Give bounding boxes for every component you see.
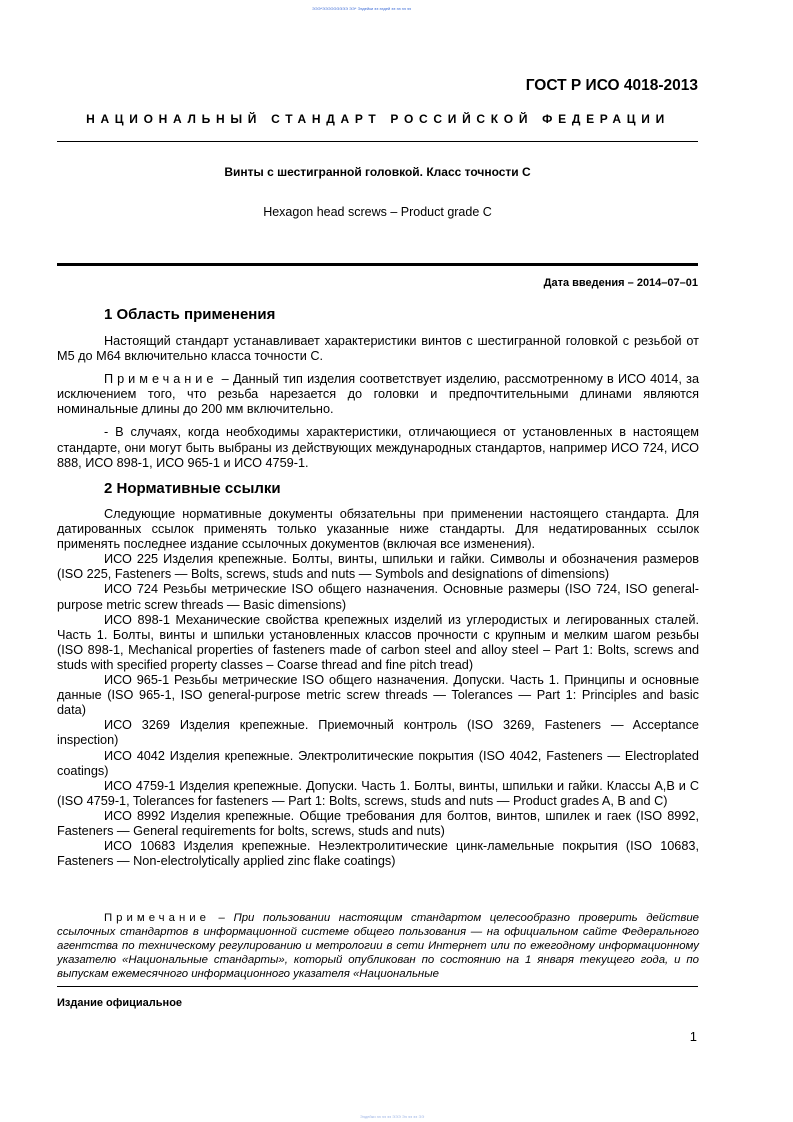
edition-label: Издание официальное (57, 997, 183, 1009)
watermark-bottom: Ээдейки ээ ээ ээ ЭЭЭ Ээ ээ ээ ЭЭ (360, 1114, 425, 1119)
section-1-note (57, 372, 699, 417)
section-1-paragraph: - В случаях, когда необходимы характеристики, отличающиеся от установленных в настоящем стандарте, они могут быть выбраны из действующих международных стандартов, например ИСО 724, ИСО 888, ИСО 898-1, ИСО 965-1 и ИСО 4759-1. (57, 425, 699, 470)
note-text: – При пользовании настоящим стандартом целесообразно проверить действие ссылочных стандартов в информационной системе общего пользования — на официальном сайте Федерального агентства по техническому регулированию и метрологии в сети Интернет или по ежегодному информационному указателю «Национальные стандарты», который опубликован по состоянию на 1 января текущего года, и по выпускам ежемесячного информационного указателя «Национальные (57, 912, 699, 981)
reference-item: ИСО 3269 Изделия крепежные. Приемочный контроль (ISO 3269, Fasteners — Acceptance inspection) (57, 718, 699, 748)
page-number: 1 (689, 1029, 697, 1044)
introduction-date: Дата введения – 2014–07–01 (543, 277, 698, 289)
reference-item: ИСО 4759-1 Изделия крепежные. Допуски. Часть 1. Болты, винты, шпильки и гайки. Классы А,В и С (ISO 4759-1, Tolerances for fasteners — Part 1: Bolts, screws, studs and nuts — Product grades A, B and C) (57, 778, 699, 808)
reference-item: ИСО 10683 Изделия крепежные. Неэлектролитические цинк-ламельные покрытия (ISO 10683, Fasteners — Non-electrolytically applied zinc flake coatings) (57, 839, 699, 869)
section-1-heading: 1 Область применения (104, 306, 276, 323)
section-2-body (57, 507, 699, 869)
reference-item: ИСО 898-1 Механические свойства крепежных изделий из углеродистых и легированных сталей. Часть 1. Болты, винты и шпильки установленных классов прочности с крупным и мелким шагом резьбы (ISO 898-1, Mechanical properties of fasteners made of carbon steel and alloy steel – Part 1: Bolts, screws and studs with specified property classes – Coarse thread and fine pitch tread) (57, 612, 699, 672)
section-2-note (57, 911, 699, 981)
note-label: Примечание (104, 912, 210, 924)
reference-item: ИСО 724 Резьбы метрические ISO общего назначения. Основные размеры (ISO 724, ISO general-purpose metric screw threads — Basic dimensions) (57, 582, 699, 612)
header-divider (57, 141, 698, 142)
note-text: – Данный тип изделия соответствует изделию, рассмотренному в ИСО 4014, за исключением того, что резьба нарезается до головки и предпочтительными длинами являются номинальные длины до 200 мм включительно. (57, 372, 699, 417)
watermark-top: ЭЭЭ*ЭЭЭЭЭЭЭЭЭ ЭЭ* Ээдейки ээ ээдей ээ ээ ээ ээ (312, 6, 412, 11)
section-2-heading: 2 Нормативные ссылки (104, 480, 281, 497)
footer-divider (57, 986, 698, 987)
national-standard-banner: НАЦИОНАЛЬНЫЙ СТАНДАРТ РОССИЙСКОЙ ФЕДЕРАЦИИ (86, 112, 670, 126)
reference-item: ИСО 4042 Изделия крепежные. Электролитические покрытия (ISO 4042, Fasteners — Electroplated coatings) (57, 748, 699, 778)
section-1-body (57, 334, 699, 471)
note-label: Примечание (104, 372, 218, 387)
title-russian: Винты с шестигранной головкой. Класс точности С (224, 165, 531, 179)
reference-item: ИСО 965-1 Резьбы метрические ISO общего назначения. Допуски. Часть 1. Принципы и основные данные (ISO 965-1, ISO general-purpose metric screw threads — Tolerances — Part 1: Principles and basic data) (57, 673, 699, 718)
reference-item: ИСО 8992 Изделия крепежные. Общие требования для болтов, винтов, шпилек и гаек (ISO 8992, Fasteners — General requirements for bolts, screws, studs and nuts) (57, 808, 699, 838)
standard-number: ГОСТ Р ИСО 4018-2013 (525, 77, 698, 94)
section-1-paragraph: Настоящий стандарт устанавливает характеристики винтов с шестигранной головкой с резьбой от М5 до М64 включительно класса точности С. (57, 334, 699, 364)
title-divider (57, 263, 698, 266)
title-english: Hexagon head screws – Product grade C (263, 205, 492, 219)
reference-item: ИСО 225 Изделия крепежные. Болты, винты, шпильки и гайки. Символы и обозначения размеров (ISO 225, Fasteners — Bolts, screws, studs and nuts — Symbols and designations of dimensions) (57, 552, 699, 582)
reference-paragraph: Следующие нормативные документы обязательны при применении настоящего стандарта. Для датированных ссылок применять только указанные ниже стандарты. Для недатированных ссылок применять последнее издание ссылочных документов (включая все изменения). (57, 507, 699, 552)
